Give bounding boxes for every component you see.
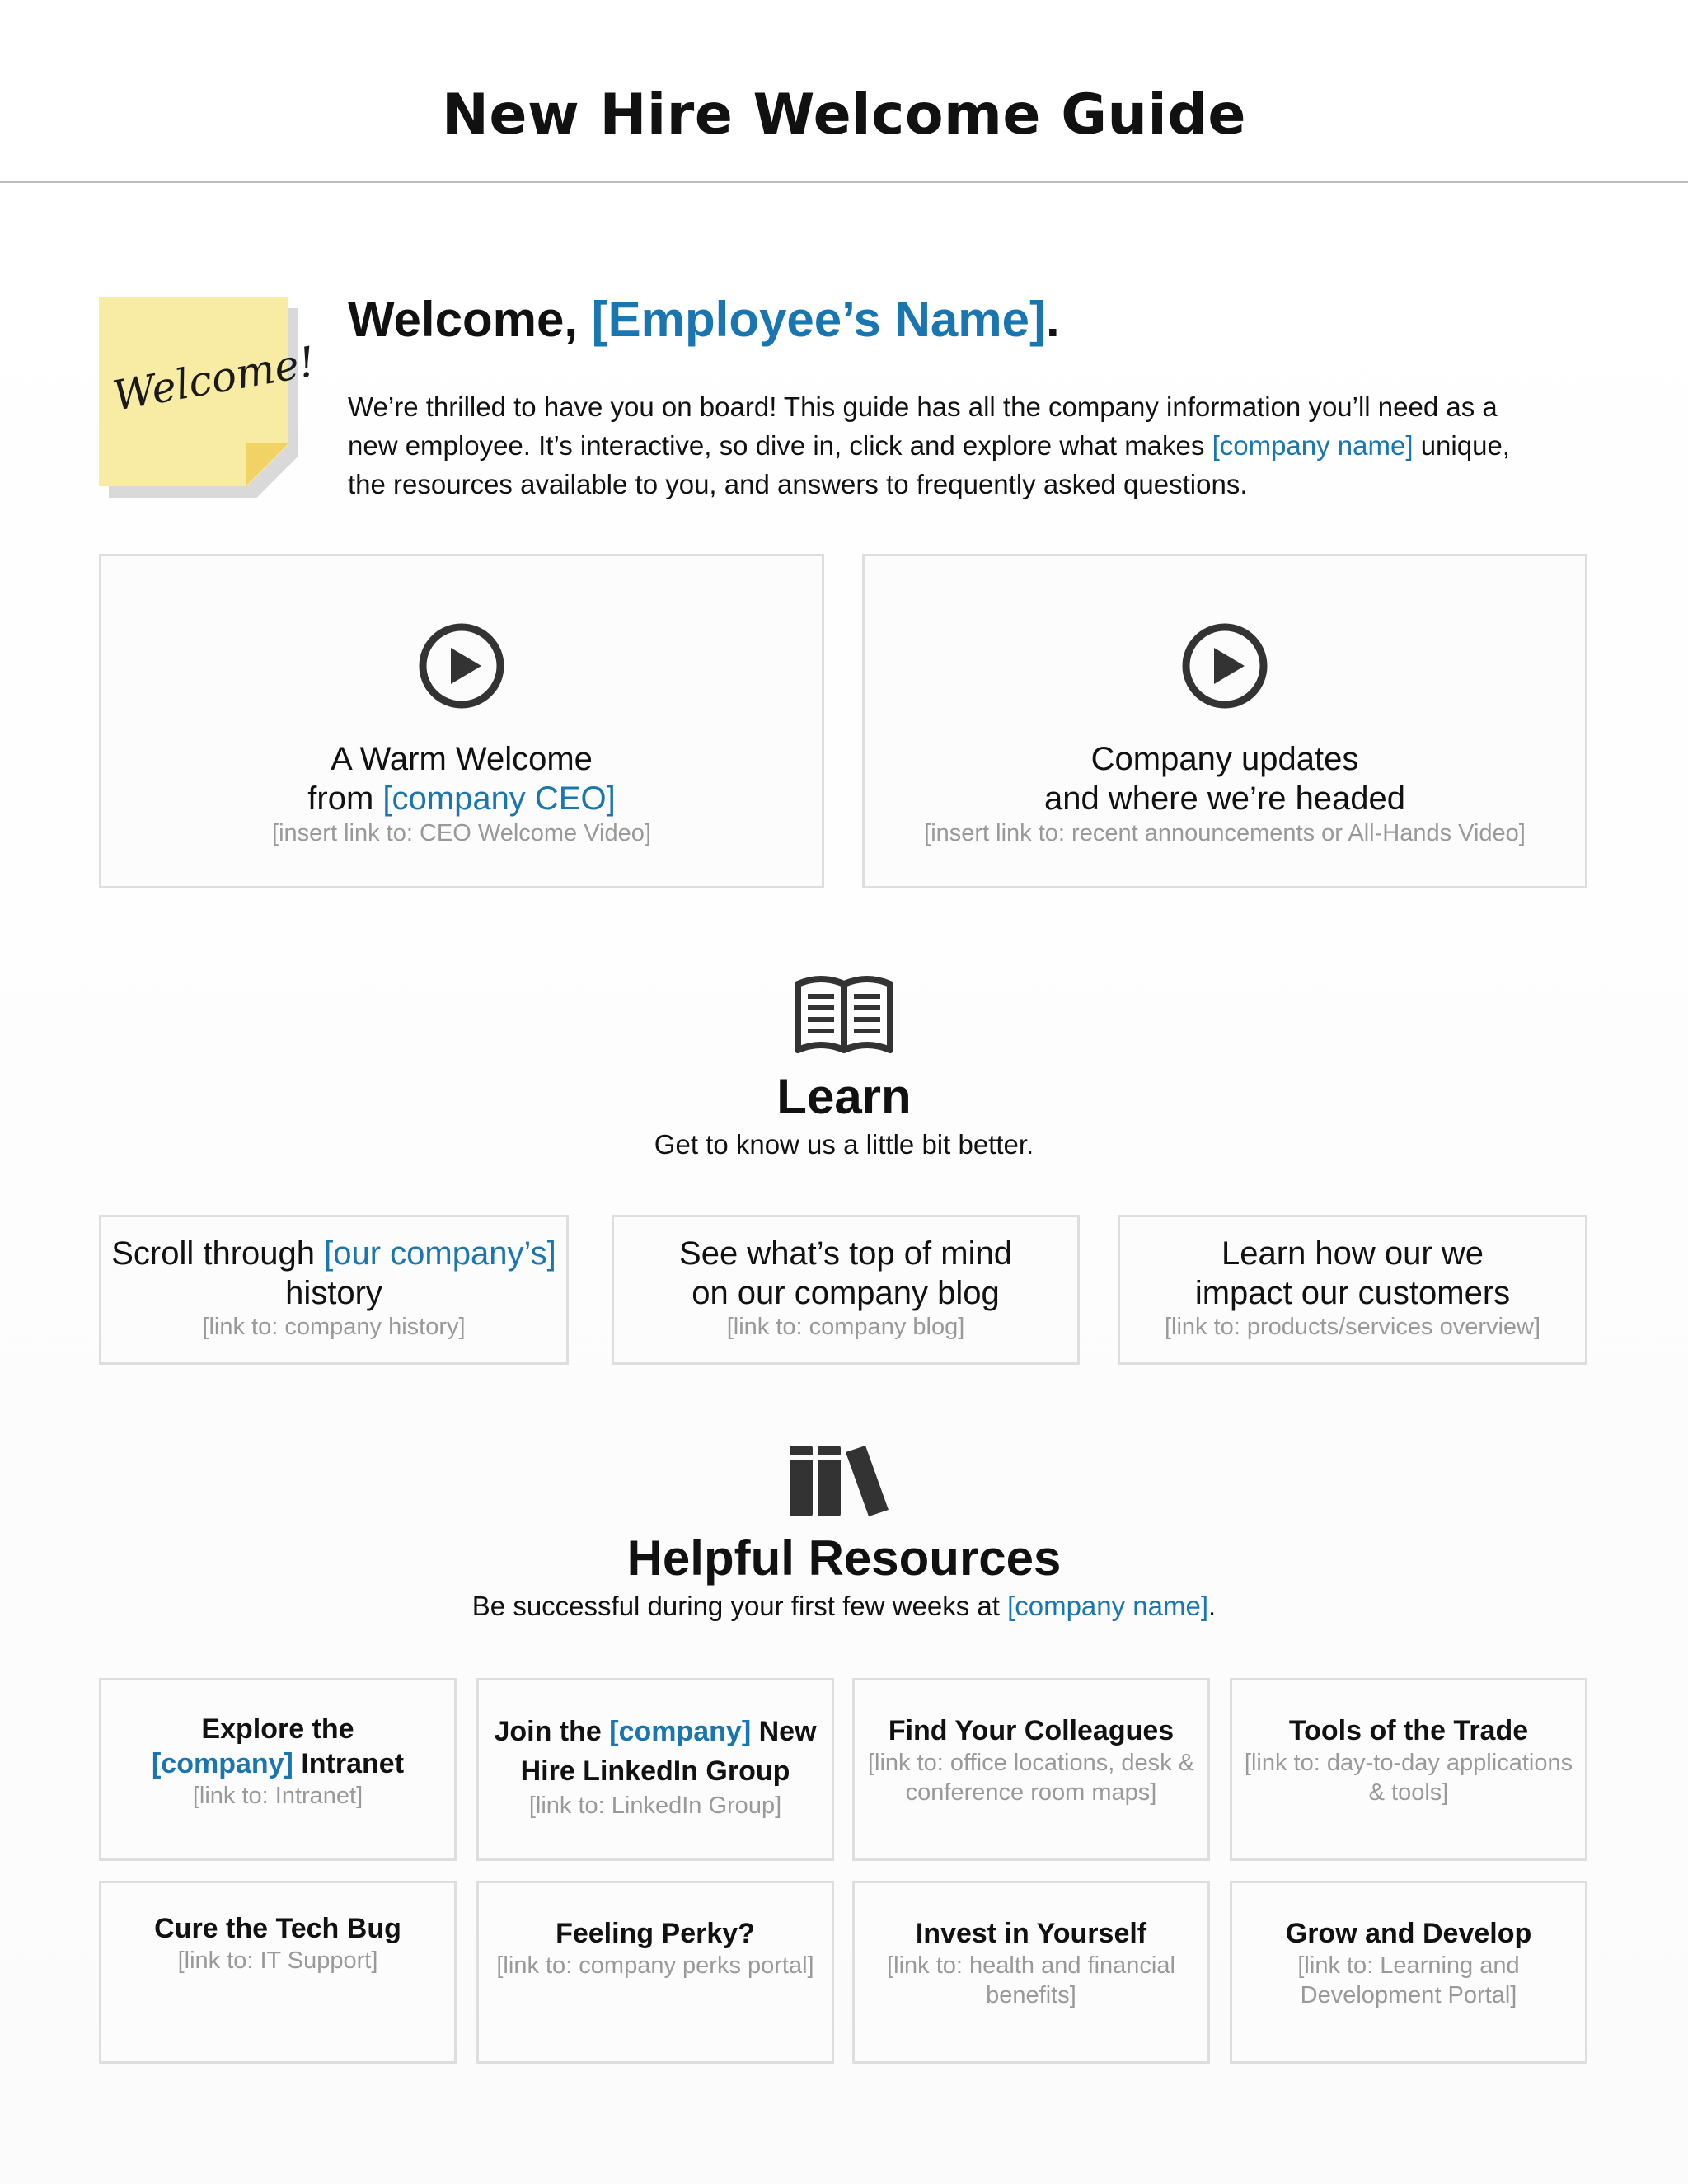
video-card-ceo-welcome[interactable] <box>99 554 824 888</box>
resource-card-text <box>482 1712 828 1821</box>
video-card-company-updates[interactable] <box>862 554 1587 888</box>
learn-subtitle: Get to know us a little bit better. <box>654 1129 1034 1160</box>
employee-name-placeholder: [Employee’s Name] <box>591 292 1046 347</box>
resources-subtitle-suffix: . <box>1208 1591 1217 1621</box>
resource-card-title-prefix: Explore the <box>201 1713 354 1745</box>
book-icon <box>793 974 895 1053</box>
learn-card-text <box>1120 1234 1585 1341</box>
books-icon <box>788 1444 890 1518</box>
sticky-note <box>99 297 319 486</box>
welcome-body-part1: We’re thrilled to have you on board! This guide has all the company information you’ll need as a new employee. It’s interactive, so dive in, click and explore what makes <box>348 391 1498 461</box>
welcome-heading <box>348 291 1060 348</box>
welcome-body-part2: unique, the resources available to you, and answers to frequently asked questions. <box>348 430 1510 499</box>
resource-card-link[interactable]: [link to: office locations, desk & conference room maps] <box>867 1750 1194 1806</box>
learn-card-title-line1: Learn how our we <box>1221 1235 1484 1272</box>
learn-card-blog[interactable] <box>612 1215 1080 1365</box>
header <box>0 0 1688 183</box>
resource-card-title: Tools of the Trade <box>1288 1715 1529 1746</box>
learn-card-title-line1: See what’s top of mind <box>679 1235 1012 1272</box>
resource-card-text <box>110 1911 446 1975</box>
learn-card-title-prefix: Scroll through <box>111 1235 325 1272</box>
resource-card-link[interactable]: [link to: day-to-day applications & tools] <box>1244 1750 1573 1806</box>
resource-card-linkedin[interactable] <box>476 1678 834 1861</box>
welcome-heading-suffix: . <box>1045 292 1060 347</box>
resource-card-title-prefix: Join the <box>494 1716 610 1747</box>
resources-subtitle <box>0 1591 1688 1622</box>
company-name-link[interactable]: [company name] <box>1212 430 1414 461</box>
learn-card-link[interactable]: [link to: company blog] <box>726 1314 965 1340</box>
resources-title: Helpful Resources <box>626 1530 1062 1586</box>
resource-card-intranet[interactable] <box>99 1678 457 1861</box>
resource-card-learning[interactable] <box>1230 1881 1587 2064</box>
resource-card-title <box>482 1712 828 1791</box>
resource-card-title-suffix: Intranet <box>293 1748 405 1779</box>
resource-card-text <box>110 1712 446 1811</box>
our-company-placeholder: [our company’s] <box>324 1235 556 1272</box>
learn-card-link[interactable]: [link to: products/services overview] <box>1164 1314 1541 1340</box>
resource-card-link[interactable]: [link to: IT Support] <box>177 1947 378 1974</box>
video-title-line2 <box>865 779 1585 818</box>
resource-card-colleagues[interactable] <box>852 1678 1210 1861</box>
resource-card-title-suffix: New Hire LinkedIn Group <box>520 1716 817 1787</box>
play-icon <box>418 622 505 710</box>
resource-card-text <box>487 1916 823 1980</box>
resource-card-title-line2 <box>110 1746 446 1781</box>
resource-card-link[interactable]: [link to: LinkedIn Group] <box>528 1793 782 1819</box>
resources-subtitle-prefix: Be successful during your first few weeks at <box>471 1591 1008 1621</box>
video-link-placeholder[interactable]: [insert link to: CEO Welcome Video] <box>272 820 651 846</box>
video-title-line2 <box>101 779 822 818</box>
resource-card-title: Feeling Perky? <box>556 1918 755 1949</box>
resource-card-title: Invest in Yourself <box>915 1918 1147 1949</box>
video-card-text <box>865 739 1585 848</box>
learn-card-title-line2: on our company blog <box>692 1275 1000 1311</box>
resource-card-tech-support[interactable] <box>99 1881 457 2064</box>
learn-title: Learn <box>776 1069 912 1124</box>
video-title-line2-prefix: and where we’re headed <box>1043 780 1406 817</box>
resource-card-perks[interactable] <box>476 1881 834 2064</box>
video-title-line1: A Warm Welcome <box>331 741 593 777</box>
company-ceo-placeholder: [company CEO] <box>382 780 616 817</box>
resource-card-text <box>863 1916 1199 2010</box>
learn-card-title <box>101 1234 566 1313</box>
play-icon <box>1181 622 1268 710</box>
resource-card-tools[interactable] <box>1230 1678 1587 1861</box>
resource-card-link[interactable]: [link to: company perks portal] <box>496 1952 814 1979</box>
learn-card-text <box>614 1234 1077 1341</box>
learn-card-history[interactable] <box>99 1215 569 1365</box>
resource-card-link[interactable]: [link to: health and financial benefits] <box>887 1952 1175 2008</box>
learn-card-title-line2: impact our customers <box>1194 1275 1511 1311</box>
page-title: New Hire Welcome Guide <box>441 82 1247 148</box>
welcome-heading-prefix: Welcome, <box>348 292 592 347</box>
learn-card-link[interactable]: [link to: company history] <box>202 1314 466 1340</box>
learn-card-text <box>101 1234 566 1341</box>
learn-card-title-suffix: history <box>285 1275 382 1311</box>
company-placeholder: [company] <box>151 1748 293 1779</box>
resource-card-text <box>1240 1916 1577 2010</box>
resource-card-link[interactable]: [link to: Learning and Development Portal] <box>1297 1952 1520 2008</box>
welcome-body <box>348 387 1518 504</box>
video-card-text <box>101 739 822 848</box>
resource-card-title: Cure the Tech Bug <box>154 1913 401 1944</box>
video-link-placeholder[interactable]: [insert link to: recent announcements or All-Hands Video] <box>924 820 1526 846</box>
resource-card-text <box>1240 1713 1577 1807</box>
sticky-note-text: Welcome! <box>109 337 319 420</box>
company-name-link[interactable]: [company name] <box>1007 1591 1209 1621</box>
video-title-line2-prefix: from <box>307 780 383 817</box>
video-title-line1: Company updates <box>1090 741 1359 777</box>
learn-card-customers[interactable] <box>1118 1215 1587 1365</box>
resource-card-title: Grow and Develop <box>1285 1918 1532 1949</box>
resource-card-link[interactable]: [link to: Intranet] <box>192 1783 363 1809</box>
company-placeholder: [company] <box>609 1716 752 1747</box>
resource-card-title: Find Your Colleagues <box>888 1715 1175 1746</box>
resource-card-benefits[interactable] <box>852 1881 1210 2064</box>
resource-card-text <box>863 1713 1199 1807</box>
